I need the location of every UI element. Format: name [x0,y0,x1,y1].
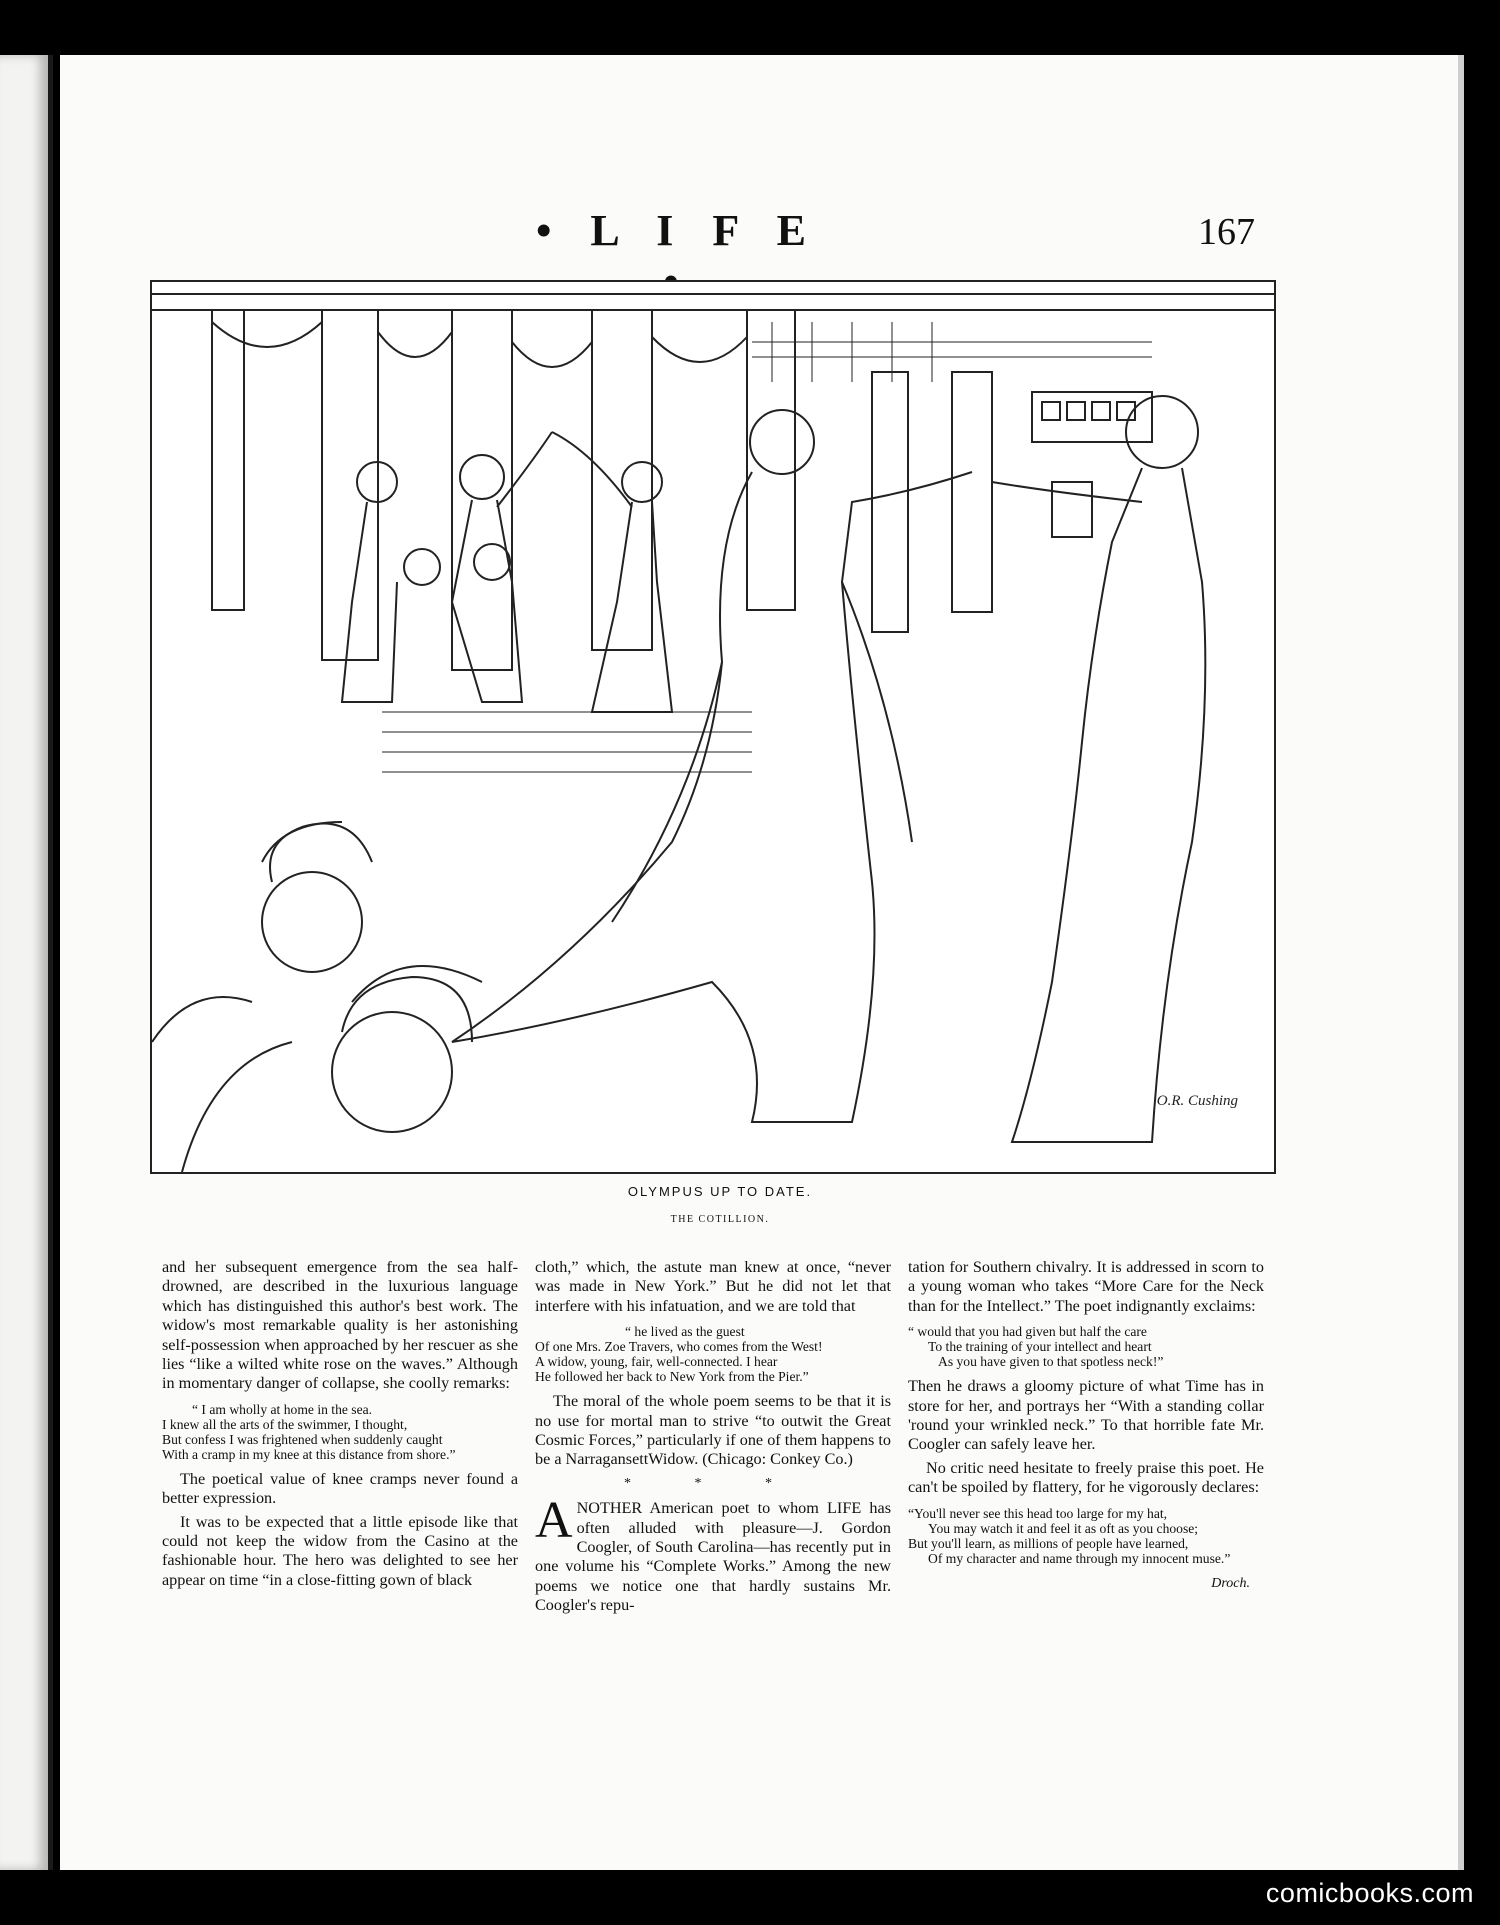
verse-quote [908,1324,1264,1369]
section-divider-stars: * * * [624,1475,802,1491]
left-page-edge [0,55,53,1870]
verse-quote [535,1324,891,1384]
verse-line: “ would that you had given but half the care [908,1324,1147,1340]
line-drawing [152,282,1274,1172]
author-signature: Droch. [1211,1575,1250,1591]
paragraph: Then he draws a gloomy picture of what Time has in store for her, and portrays her “With a standing collar 'round your wrinkled neck.” To that horrible fate Mr. Coogler can safely leave her. [908,1377,1264,1454]
paragraph-dropcap [535,1492,891,1615]
paragraph: tation for Southern chivalry. It is addressed in scorn to a young woman who takes “More Care for the Neck than for the Intellect.” The poet indignantly exclaims: [908,1258,1264,1315]
text-column-2 [535,1258,891,1620]
verse-line: But you'll learn, as millions of people have learned, [908,1535,1189,1551]
paragraph: It was to be expected that a little episode like that could not keep the widow from the Casino at the fashionable hour. The hero was delighted to see her appear on time “in a close-fitting gown of black [162,1512,518,1589]
verse-line: Of one Mrs. Zoe Travers, who comes from the West! [535,1339,823,1355]
artist-signature: O.R. Cushing [1156,1093,1238,1109]
verse-line: “ I am wholly at home in the sea. [192,1401,373,1417]
drop-cap: A [535,1492,573,1550]
illustration-caption: OLYMPUS UP TO DATE. [627,1184,813,1199]
paragraph: No critic need hesitate to freely praise this poet. He can't be spoiled by flattery, for he vigorously declares: [908,1458,1264,1497]
verse-quote [162,1402,518,1462]
verse-line: With a cramp in my knee at this distance from shore.” [162,1446,456,1462]
verse-quote [908,1506,1264,1566]
verse-line: A widow, young, fair, well-connected. I hear [535,1354,778,1370]
paragraph: and her subsequent emergence from the sea half-drowned, are described in the luxurious language which has distinguished this author's best work. The widow's most remarkable quality is her astonishing self-possession when approached by her rescuer as she lies “like a wilted white rose on the waves.” Although in momentary danger of collapse, she coolly remarks: [162,1258,518,1393]
verse-line: You may watch it and feel it as oft as you choose; [928,1520,1199,1536]
text-column-3 [908,1258,1264,1593]
masthead-title: • L I F E [535,206,821,255]
text-column-1 [162,1258,518,1594]
paragraph: The poetical value of knee cramps never found a better expression. [162,1469,518,1508]
verse-line: I knew all the arts of the swimmer, I thought, [162,1416,408,1432]
verse-line: To the training of your intellect and heart [928,1339,1152,1355]
verse-line: Of my character and name through my innocent muse.” [928,1550,1231,1566]
illustration-olympus [150,280,1276,1174]
page-number: 167 [1198,211,1255,253]
page-edge-strip [1458,55,1464,1870]
paragraph: cloth,” which, the astute man knew at once, “never was made in New York.” But he did not let that interfere with his infatuation, and we are told that [535,1258,891,1315]
paragraph: The moral of the whole poem seems to be that it is no use for mortal man to strive “to outwit the Great Cosmic Forces,” particularly if one of them happens to be a NarragansettWidow. (Chicago: Conkey Co.) [535,1392,891,1469]
verse-line: As you have given to that spotless neck!” [938,1354,1164,1370]
verse-line: “You'll never see this head too large for my hat, [908,1505,1168,1521]
illustration-subcaption: THE COTILLION. [670,1214,770,1225]
verse-line: But confess I was frightened when suddenly caught [162,1431,443,1447]
verse-line: “ he lived as the guest [625,1324,745,1340]
paragraph-text: NOTHER American poet to whom LIFE has often alluded with pleasure—J. Gordon Coogler, of South Carolina—has recently put in one volume his “Complete Works.” Among the new poems we notice one that hardly sustains Mr. Coogler's repu- [535,1499,891,1615]
verse-line: He followed her back to New York from the Pier.” [535,1369,809,1385]
watermark: comicbooks.com [1265,1878,1474,1908]
